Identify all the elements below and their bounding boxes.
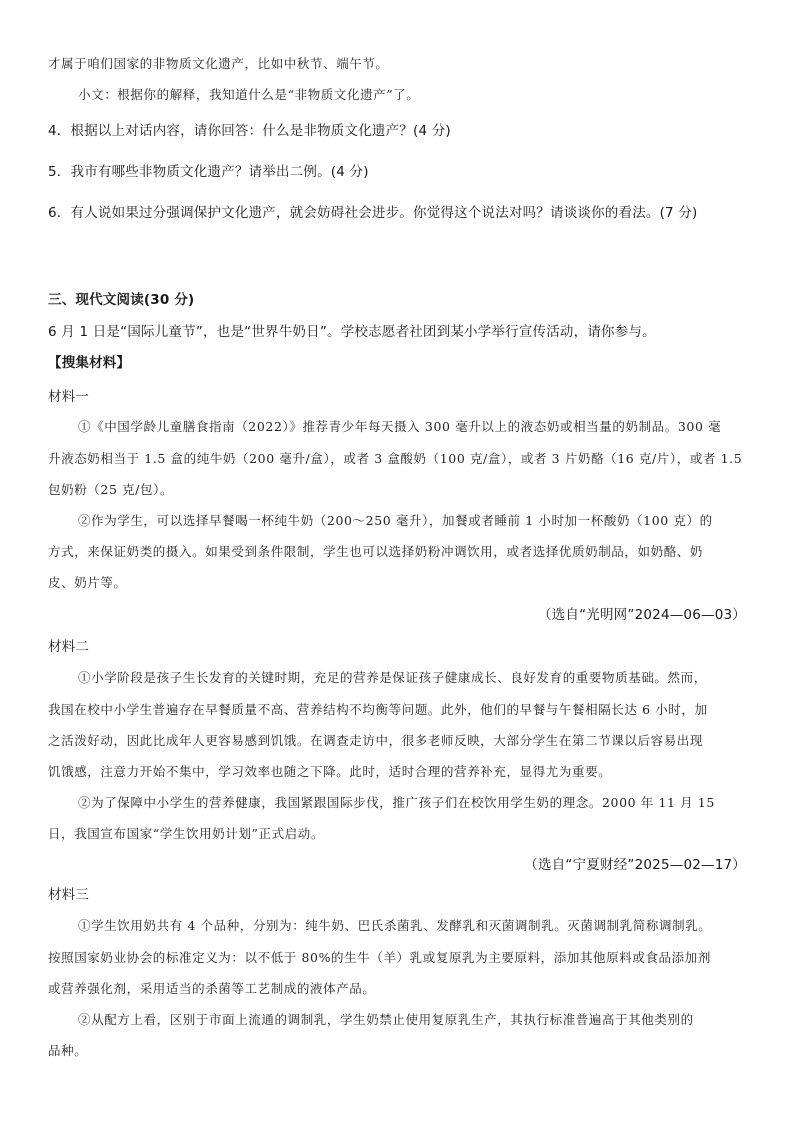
material-line: ②从配方上看，区别于市面上流通的调制乳，学生奶禁止使用复原乳生产，其执行标准普遍高于其他类别的 — [78, 1012, 694, 1027]
material-line: 方式，来保证奶类的摄入。如果受到条件限制，学生也可以选择奶粉冲调饮用，或者选择优质奶制品，如奶酪、奶 — [48, 544, 704, 559]
material-source: （选自“光明网”2024—06—03） — [537, 607, 746, 623]
material-line: 包奶粉（25 克/包）。 — [48, 482, 174, 497]
material-line: 升液态奶相当于 1.5 盒的纯牛奶（200 毫升/盒），或者 3 盒酸奶（100 克/盒），或者 3 片奶酪（16 克/片），或者 1.5 — [48, 451, 743, 466]
material-line: 饥饿感，注意力开始不集中，学习效率也随之下降。此时，适时合理的营养补充，显得尤为重要。 — [48, 764, 612, 779]
material-line: 日，我国宣布国家“学生饮用奶计划”正式启动。 — [48, 826, 324, 841]
material-line: 或营养强化剂，采用适当的杀菌等工艺制成的液体产品。 — [48, 981, 376, 996]
dialog-line: 小文：根据你的解释，我知道什么是“非物质文化遗产”了。 — [78, 87, 420, 102]
section-intro: 6 月 1 日是“国际儿童节”，也是“世界牛奶日”。学校志愿者社团到某小学举行宣传活动，请你参与。 — [48, 324, 656, 340]
material-line: ①学生饮用奶共有 4 个品种，分别为：纯牛奶、巴氏杀菌乳、发酵乳和灭菌调制乳。灭菌调制乳简称调制乳。 — [78, 918, 712, 933]
question-4: 4．根据以上对话内容，请你回答：什么是非物质文化遗产？(4 分) — [48, 123, 451, 139]
material-line: 之活泼好动，因此比成年人更容易感到饥饿。在调查走访中，很多老师反映，大部分学生在第二节课以后容易出现 — [48, 733, 704, 748]
collect-materials-label: 【搜集材料】 — [48, 355, 131, 371]
material-source: （选自“宁夏财经”2025—02—17） — [524, 857, 746, 873]
dialog-line: 才属于咱们国家的非物质文化遗产，比如中秋节、端午节。 — [48, 56, 389, 71]
material-line: 皮、奶片等。 — [48, 575, 127, 590]
material-line: 品种。 — [48, 1043, 88, 1058]
material-line: 我国在校中小学生普遍存在早餐质量不高、营养结构不均衡等问题。此外，他们的早餐与午餐相隔长达 6 小时，加 — [48, 702, 708, 717]
material-label: 材料三 — [48, 887, 90, 903]
material-line: ②作为学生，可以选择早餐喝一杯纯牛奶（200～250 毫升），加餐或者睡前 1 小时加一杯酸奶（100 克）的 — [78, 513, 713, 528]
material-label: 材料二 — [48, 639, 90, 655]
material-line: ①小学阶段是孩子生长发育的关键时期，充足的营养是保证孩子健康成长、良好发育的重要物质基础。然而， — [78, 670, 707, 685]
section-heading: 三、现代文阅读(30 分) — [48, 292, 195, 308]
material-line: ②为了保障中小学生的营养健康，我国紧跟国际步伐，推广孩子们在校饮用学生奶的理念。2000 年 11 月 15 — [78, 795, 715, 810]
question-6: 6．有人说如果过分强调保护文化遗产，就会妨碍社会进步。你觉得这个说法对吗？请谈谈你的看法。(7 分) — [48, 205, 698, 221]
material-line: 按照国家奶业协会的标准定义为：以不低于 80%的生牛（羊）乳或复原乳为主要原料，添加其他原料或食品添加剂 — [48, 950, 711, 965]
material-label: 材料一 — [48, 389, 90, 405]
material-line: ①《中国学龄儿童膳食指南（2022）》推荐青少年每天摄入 300 毫升以上的液态奶或相当量的奶制品。300 毫 — [78, 419, 722, 434]
question-5: 5．我市有哪些非物质文化遗产？请举出二例。(4 分) — [48, 164, 369, 180]
